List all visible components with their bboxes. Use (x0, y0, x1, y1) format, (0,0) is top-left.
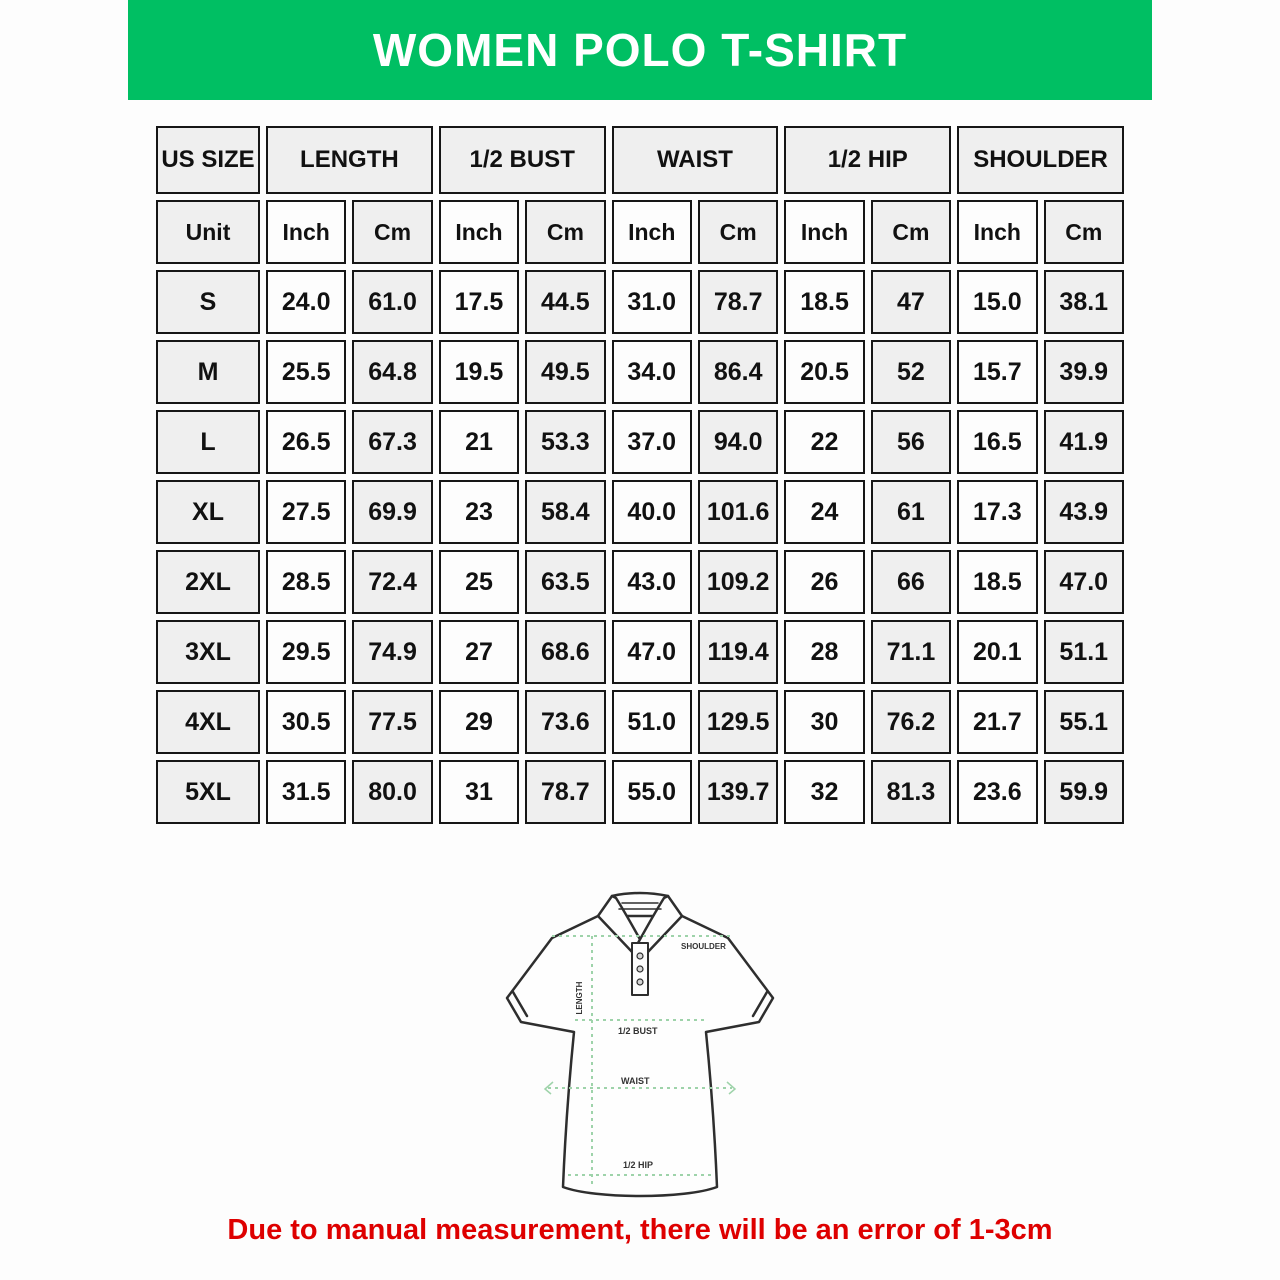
value-cell: 69.9 (352, 480, 432, 544)
page-title: WOMEN POLO T-SHIRT (372, 24, 908, 76)
value-cell: 21.7 (957, 690, 1037, 754)
value-cell: 86.4 (698, 340, 778, 404)
collar-band-lines (619, 903, 661, 909)
size-row-L (156, 410, 1124, 474)
size-row-XL (156, 480, 1124, 544)
value-cell: 38.1 (1044, 270, 1124, 334)
value-cell: 28 (784, 620, 864, 684)
measurement-disclaimer: Due to manual measurement, there will be an error of 1-3cm (227, 1214, 1053, 1246)
value-cell: 16.5 (957, 410, 1037, 474)
unit-cm: Cm (871, 200, 951, 264)
value-cell: 23 (439, 480, 519, 544)
size-row-M (156, 340, 1124, 404)
value-cell: 78.7 (525, 760, 605, 824)
header-us-size: US SIZE (156, 126, 260, 194)
value-cell: 31.5 (266, 760, 346, 824)
value-cell: 30 (784, 690, 864, 754)
value-cell: 47 (871, 270, 951, 334)
value-cell: 55.0 (612, 760, 692, 824)
value-cell: 101.6 (698, 480, 778, 544)
size-row-3XL (156, 620, 1124, 684)
value-cell: 18.5 (957, 550, 1037, 614)
value-cell: 67.3 (352, 410, 432, 474)
size-chart-table (150, 120, 1130, 830)
value-cell: 94.0 (698, 410, 778, 474)
unit-header-row (156, 200, 1124, 264)
value-cell: 47.0 (1044, 550, 1124, 614)
button (637, 979, 643, 985)
unit-inch: Inch (266, 200, 346, 264)
header-half-hip: 1/2 HIP (784, 126, 951, 194)
value-cell: 78.7 (698, 270, 778, 334)
length-label: LENGTH (575, 981, 584, 1015)
value-cell: 23.6 (957, 760, 1037, 824)
value-cell: 26 (784, 550, 864, 614)
value-cell: 53.3 (525, 410, 605, 474)
value-cell: 61 (871, 480, 951, 544)
value-cell: 129.5 (698, 690, 778, 754)
value-cell: 68.6 (525, 620, 605, 684)
value-cell: 59.9 (1044, 760, 1124, 824)
polo-shirt-drawing (490, 886, 790, 1208)
value-cell: 66 (871, 550, 951, 614)
value-cell: 71.1 (871, 620, 951, 684)
value-cell: 22 (784, 410, 864, 474)
value-cell: 29.5 (266, 620, 346, 684)
value-cell: 25.5 (266, 340, 346, 404)
collar-back-top (612, 893, 668, 896)
button (637, 966, 643, 972)
value-cell: 81.3 (871, 760, 951, 824)
value-cell: 56 (871, 410, 951, 474)
size-cell: S (156, 270, 260, 334)
unit-cm: Cm (1044, 200, 1124, 264)
value-cell: 40.0 (612, 480, 692, 544)
header-shoulder: SHOULDER (957, 126, 1124, 194)
size-row-S (156, 270, 1124, 334)
unit-cm: Cm (525, 200, 605, 264)
value-cell: 119.4 (698, 620, 778, 684)
title-banner (128, 0, 1152, 100)
value-cell: 20.1 (957, 620, 1037, 684)
value-cell: 31 (439, 760, 519, 824)
bust-label: 1/2 BUST (618, 1026, 658, 1036)
polo-shirt-diagram (490, 886, 790, 1208)
shoulder-label: SHOULDER (681, 942, 726, 951)
size-row-5XL (156, 760, 1124, 824)
value-cell: 17.3 (957, 480, 1037, 544)
size-cell: L (156, 410, 260, 474)
unit-inch: Inch (439, 200, 519, 264)
value-cell: 31.0 (612, 270, 692, 334)
value-cell: 15.0 (957, 270, 1037, 334)
unit-label: Unit (156, 200, 260, 264)
value-cell: 24 (784, 480, 864, 544)
value-cell: 30.5 (266, 690, 346, 754)
value-cell: 63.5 (525, 550, 605, 614)
size-row-4XL (156, 690, 1124, 754)
size-table-body (156, 270, 1124, 824)
value-cell: 73.6 (525, 690, 605, 754)
size-cell: XL (156, 480, 260, 544)
value-cell: 27.5 (266, 480, 346, 544)
value-cell: 25 (439, 550, 519, 614)
size-cell: 3XL (156, 620, 260, 684)
value-cell: 20.5 (784, 340, 864, 404)
header-waist: WAIST (612, 126, 779, 194)
value-cell: 44.5 (525, 270, 605, 334)
button (637, 953, 643, 959)
value-cell: 37.0 (612, 410, 692, 474)
value-cell: 47.0 (612, 620, 692, 684)
value-cell: 76.2 (871, 690, 951, 754)
value-cell: 39.9 (1044, 340, 1124, 404)
value-cell: 109.2 (698, 550, 778, 614)
value-cell: 43.0 (612, 550, 692, 614)
value-cell: 19.5 (439, 340, 519, 404)
value-cell: 29 (439, 690, 519, 754)
value-cell: 77.5 (352, 690, 432, 754)
value-cell: 139.7 (698, 760, 778, 824)
group-header-row (156, 126, 1124, 194)
size-cell: 5XL (156, 760, 260, 824)
hip-label: 1/2 HIP (623, 1160, 654, 1170)
unit-cm: Cm (698, 200, 778, 264)
unit-cm: Cm (352, 200, 432, 264)
value-cell: 34.0 (612, 340, 692, 404)
value-cell: 80.0 (352, 760, 432, 824)
unit-inch: Inch (612, 200, 692, 264)
unit-inch: Inch (784, 200, 864, 264)
value-cell: 52 (871, 340, 951, 404)
size-row-2XL (156, 550, 1124, 614)
value-cell: 26.5 (266, 410, 346, 474)
value-cell: 18.5 (784, 270, 864, 334)
value-cell: 51.0 (612, 690, 692, 754)
value-cell: 21 (439, 410, 519, 474)
header-length: LENGTH (266, 126, 433, 194)
unit-inch: Inch (957, 200, 1037, 264)
value-cell: 74.9 (352, 620, 432, 684)
value-cell: 41.9 (1044, 410, 1124, 474)
value-cell: 51.1 (1044, 620, 1124, 684)
value-cell: 32 (784, 760, 864, 824)
value-cell: 49.5 (525, 340, 605, 404)
size-cell: 2XL (156, 550, 260, 614)
value-cell: 72.4 (352, 550, 432, 614)
value-cell: 64.8 (352, 340, 432, 404)
size-cell: 4XL (156, 690, 260, 754)
value-cell: 43.9 (1044, 480, 1124, 544)
waist-label: WAIST (621, 1076, 650, 1086)
value-cell: 28.5 (266, 550, 346, 614)
value-cell: 24.0 (266, 270, 346, 334)
size-cell: M (156, 340, 260, 404)
header-half-bust: 1/2 BUST (439, 126, 606, 194)
value-cell: 17.5 (439, 270, 519, 334)
value-cell: 27 (439, 620, 519, 684)
value-cell: 15.7 (957, 340, 1037, 404)
value-cell: 55.1 (1044, 690, 1124, 754)
value-cell: 61.0 (352, 270, 432, 334)
value-cell: 58.4 (525, 480, 605, 544)
